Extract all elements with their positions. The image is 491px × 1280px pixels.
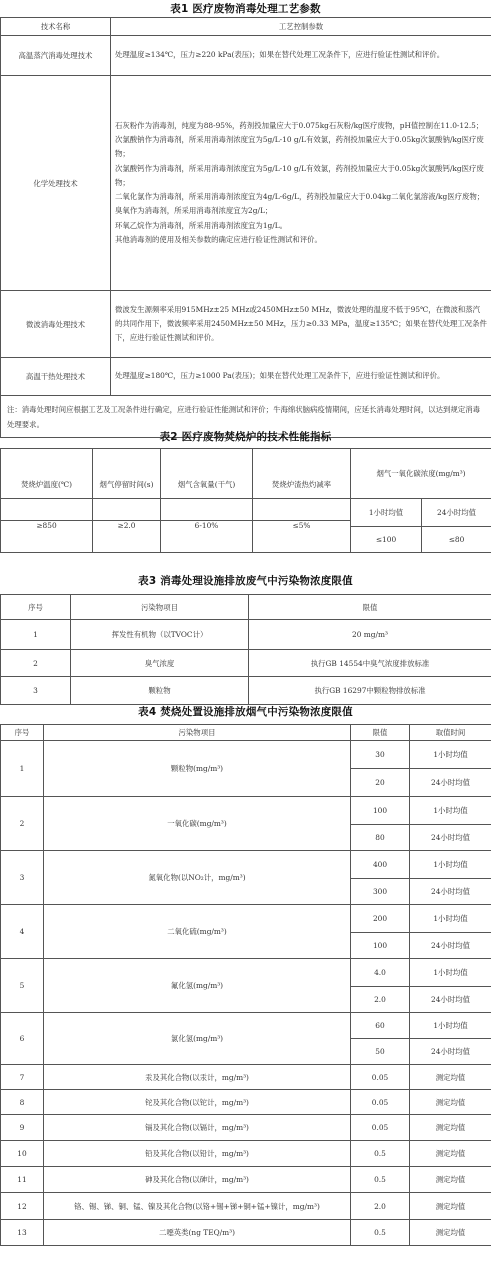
table3-cell-limit: 20 mg/m³ [249,620,491,650]
table2-title: 表2 医疗废物焚烧炉的技术性能指标 [159,431,332,443]
param-line: 环氧乙烷作为消毒剂，所采用消毒剂浓度宜为1g/L。 [115,220,288,230]
table2-value-co-24h: ≤80 [422,527,491,553]
table4-cell-limit: 0.5 [351,1220,410,1246]
table4-cell-item: 汞及其化合物(以汞计，mg/m³) [44,1065,351,1090]
table4-cell-item: 二氧化硫(mg/m³) [44,905,351,959]
table2-value-temp: ≥850 [1,499,93,553]
table2-value-burnout: ≤5% [253,499,351,553]
table4-cell-item: 颗粒物(mg/m³) [44,741,351,797]
table4-cell-period: 24小时均值 [410,769,491,797]
table4-title: 表4 焚烧处置设施排放烟气中污染物浓度限值 [138,706,353,718]
table3-cell-item: 臭气浓度 [71,650,249,677]
table4-cell-no: 10 [1,1141,44,1167]
table4-cell-item: 氟化氢(mg/m³) [44,959,351,1013]
table1-row-name: 高温蒸汽消毒处理技术 [1,36,111,76]
param-line: 次氯酸钙作为消毒剂，所采用消毒剂浓度宜为5g/L-10 g/L有效氯，药剂投加量应大于0.05kg次氯酸钙/kg医疗废物； [115,163,484,187]
table4-cell-limit: 0.05 [351,1115,410,1141]
table1-header-params: 工艺控制参数 [111,18,491,36]
table1-row-name: 高温干热处理技术 [1,358,111,396]
table4-header-no: 序号 [1,725,44,741]
table4-cell-period: 测定均值 [410,1115,491,1141]
table4-cell-limit: 50 [351,1039,410,1065]
table4-cell-no: 4 [1,905,44,959]
param-line: 臭氧作为消毒剂，所采用消毒剂浓度宜为2g/L； [115,206,273,216]
table3-cell-no: 3 [1,677,71,705]
table2-header-burnout: 焚烧炉渣热灼减率 [253,449,351,521]
param-line: 二氧化氯作为消毒剂，所采用消毒剂浓度宜为4g/L-6g/L，药剂投加量应大于0.04kg二氧化氯溶液/kg医疗废物； [115,192,485,202]
table3-cell-limit: 执行GB 16297中颗粒物排放标准 [249,677,491,705]
table4-cell-limit: 0.05 [351,1090,410,1115]
table4-cell-period: 24小时均值 [410,933,491,959]
table4-cell-no: 8 [1,1090,44,1115]
table4-cell-period: 1小时均值 [410,851,491,879]
table4-cell-limit: 30 [351,741,410,769]
param-line: 次氯酸钠作为消毒剂，所采用消毒剂浓度宜为5g/L-10 g/L有效氯，药剂投加量应大于0.05kg次氯酸钠/kg医疗废物； [115,134,484,159]
table4 [0,724,491,1246]
table4-cell-limit: 200 [351,905,410,933]
table4-cell-no: 5 [1,959,44,1013]
table4-cell-limit: 100 [351,933,410,959]
table4-cell-item: 一氧化碳(mg/m³) [44,797,351,851]
table4-cell-limit: 300 [351,879,410,905]
table4-cell-limit: 0.5 [351,1167,410,1193]
table1-note: 注：消毒处理时间应根据工艺及工况条件进行确定，应进行验证性能测试和评价；牛海绵状脑病疫情期间，应延长消毒处理时间，以达到规定消毒处理要求。 [1,396,491,438]
table4-cell-period: 1小时均值 [410,797,491,825]
table4-cell-item: 铅及其化合物(以铅计，mg/m³) [44,1141,351,1167]
table2-value-co-1h: ≤100 [351,527,422,553]
table4-header-period: 取值时间 [410,725,491,741]
table4-cell-no: 7 [1,1065,44,1090]
table4-cell-limit: 400 [351,851,410,879]
table3-cell-limit: 执行GB 14554中臭气浓度排放标准 [249,650,491,677]
table4-cell-limit: 0.5 [351,1141,410,1167]
table4-cell-no: 1 [1,741,44,797]
table4-cell-item: 二噁英类(ng TEQ/m³) [44,1220,351,1246]
table4-cell-no: 11 [1,1167,44,1193]
table4-cell-limit: 80 [351,825,410,851]
table2-header-temp: 焚烧炉温度(℃) [1,449,93,521]
table2-header-oxygen: 烟气含氧量(干气) [161,449,253,521]
table4-cell-period: 24小时均值 [410,825,491,851]
table4-cell-item: 铊及其化合物(以铊计，mg/m³) [44,1090,351,1115]
table4-cell-no: 12 [1,1193,44,1220]
table4-cell-period: 24小时均值 [410,879,491,905]
table1-row-params: 处理温度≥134℃，压力≥220 kPa(表压)；如果在替代处理工况条件下，应进行验证性测试和评价。 [111,36,491,76]
table2-header-co-24h: 24小时均值 [422,499,491,527]
table4-cell-item: 镉及其化合物(以镉计，mg/m³) [44,1115,351,1141]
table4-cell-period: 测定均值 [410,1090,491,1115]
table4-cell-item: 砷及其化合物(以砷计，mg/m³) [44,1167,351,1193]
table1-row-name: 化学处理技术 [1,76,111,291]
table4-cell-item: 铬、锡、锑、铜、锰、镍及其化合物(以铬+锡+锑+铜+锰+镍计，mg/m³) [44,1193,351,1220]
table4-cell-no: 9 [1,1115,44,1141]
table2-header-residence: 烟气停留时间(s) [93,449,161,521]
table4-cell-period: 测定均值 [410,1141,491,1167]
table3-header-no: 序号 [1,595,71,620]
table4-cell-no: 6 [1,1013,44,1065]
table3-cell-no: 2 [1,650,71,677]
table4-cell-period: 24小时均值 [410,987,491,1013]
table3-cell-item: 挥发性有机物（以TVOC计） [71,620,249,650]
table4-cell-period: 24小时均值 [410,1039,491,1065]
table4-cell-period: 1小时均值 [410,905,491,933]
table3-cell-item: 颗粒物 [71,677,249,705]
table3-header-limit: 限值 [249,595,491,620]
table2-body [0,498,491,553]
table4-cell-item: 氯化氢(mg/m³) [44,1013,351,1065]
table1-header-name: 技术名称 [1,18,111,36]
table1-row-params [111,76,491,291]
table2-header-co: 烟气一氧化碳浓度(mg/m³) [351,449,491,499]
table3 [0,594,491,705]
table3-header-item: 污染物项目 [71,595,249,620]
table4-cell-limit: 2.0 [351,1193,410,1220]
table1 [0,17,491,438]
table4-cell-no: 3 [1,851,44,905]
table4-header-limit: 限值 [351,725,410,741]
table2-value-residence: ≥2.0 [93,499,161,553]
table4-cell-no: 13 [1,1220,44,1246]
table4-cell-limit: 20 [351,769,410,797]
table4-cell-period: 1小时均值 [410,1013,491,1039]
table4-cell-period: 测定均值 [410,1167,491,1193]
table4-cell-period: 测定均值 [410,1065,491,1090]
param-line: 石灰粉作为消毒剂，纯度为88-95%，药剂投加量应大于0.075kg石灰粉/kg医疗废物，pH值控制在11.0-12.5； [115,120,484,130]
table4-cell-period: 测定均值 [410,1220,491,1246]
table3-title: 表3 消毒处理设施排放废气中污染物浓度限值 [138,575,353,587]
table4-cell-no: 2 [1,797,44,851]
table4-cell-limit: 0.05 [351,1065,410,1090]
table2-header-co-1h: 1小时均值 [351,499,422,527]
table4-cell-limit: 2.0 [351,987,410,1013]
table1-row-params: 微波发生源频率采用915MHz±25 MHz或2450MHz±50 MHz，微波处理的温度不低于95℃，在微波和蒸汽的共同作用下，微波频率采用2450MHz±50 MHz，压力≥0.33 MPa，温度≥135℃；如果在替代处理工况条件下，应进行验证性测试和评价。 [111,291,491,358]
table2-value-oxygen: 6-10% [161,499,253,553]
table4-cell-period: 测定均值 [410,1193,491,1220]
table4-header-item: 污染物项目 [44,725,351,741]
table1-row-name: 微波消毒处理技术 [1,291,111,358]
table3-cell-no: 1 [1,620,71,650]
table1-title: 表1 医疗废物消毒处理工艺参数 [170,3,321,15]
table4-cell-limit: 4.0 [351,959,410,987]
param-line: 其他消毒剂的使用及相关参数的确定应进行验证性测试和评价。 [115,235,322,245]
table4-cell-period: 1小时均值 [410,959,491,987]
table4-cell-limit: 100 [351,797,410,825]
table1-row-params: 处理温度≥180℃，压力≥1000 Pa(表压)；如果在替代处理工况条件下，应进行验证性测试和评价。 [111,358,491,396]
table4-cell-period: 1小时均值 [410,741,491,769]
table4-cell-item: 氮氧化物(以NO₂计，mg/m³) [44,851,351,905]
table4-cell-limit: 60 [351,1013,410,1039]
